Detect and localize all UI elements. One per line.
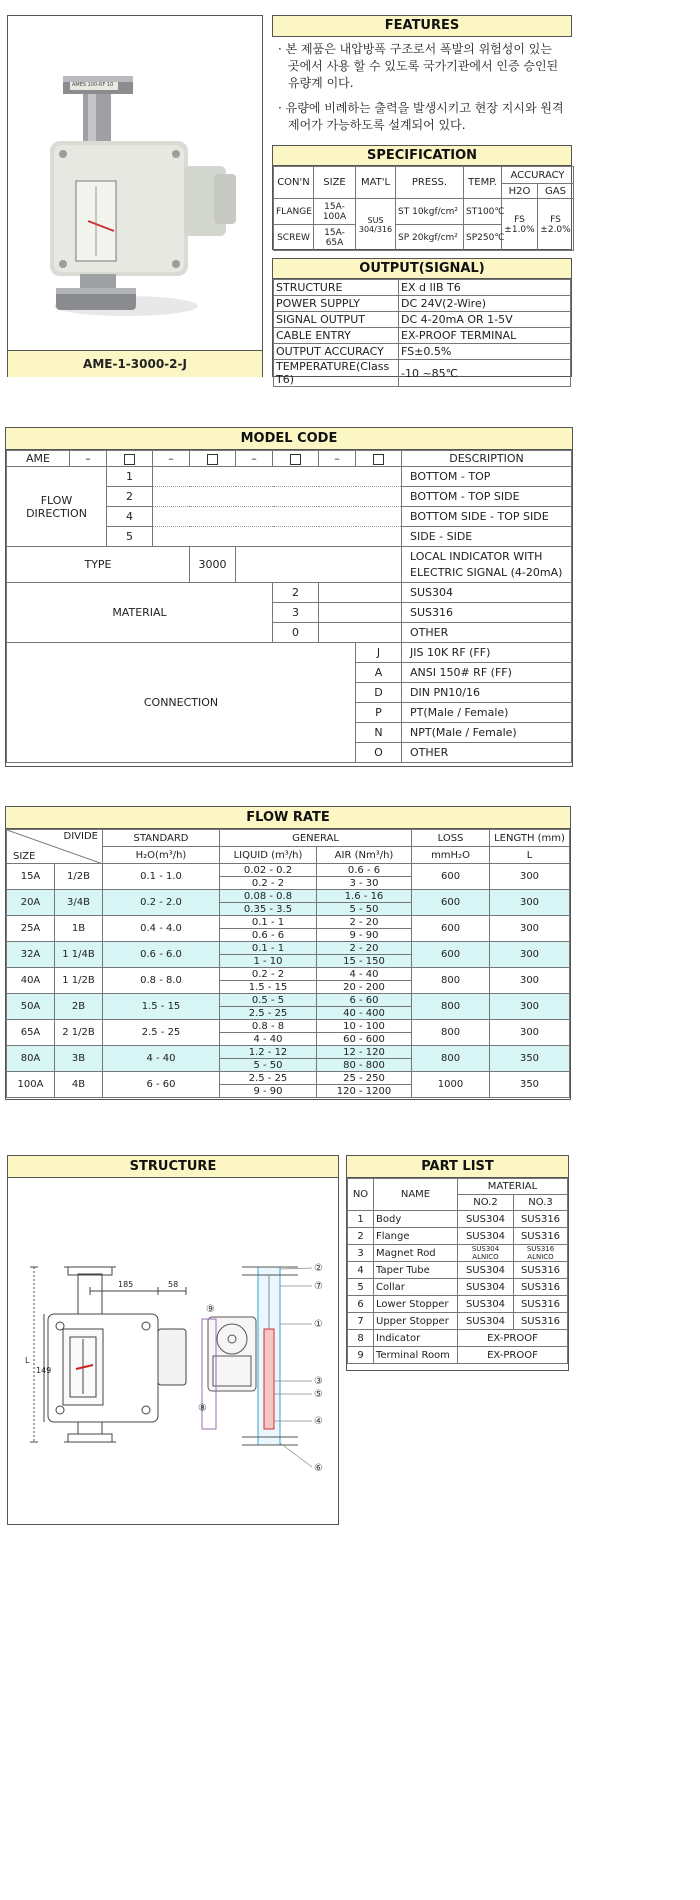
spec-acc-gas [538, 199, 574, 251]
flow-direction-code: 1 [107, 467, 153, 487]
flow-direction-desc: SIDE - SIDE [402, 527, 572, 547]
output-value: DC 4-20mA OR 1-5V [399, 312, 571, 328]
connection-code: O [356, 743, 402, 763]
structure-panel [7, 1155, 339, 1525]
output-row [274, 360, 571, 387]
flow-liquid-high: 1 - 10 [220, 955, 317, 968]
table-row [348, 1296, 568, 1313]
flow-head-divide: DIVIDE [63, 831, 98, 842]
callout-8: ⑧ [198, 1403, 207, 1414]
connection-desc: PT(Male / Female) [402, 703, 572, 723]
output-value: EX-PROOF TERMINAL [399, 328, 571, 344]
flow-loss: 600 [412, 916, 490, 942]
flow-liquid-high: 0.2 - 2 [220, 877, 317, 890]
part-name: Body [374, 1211, 458, 1228]
flow-size-a: 100A [7, 1072, 55, 1098]
connection-code: D [356, 683, 402, 703]
flow-loss: 800 [412, 1046, 490, 1072]
output-value: DC 24V(2-Wire) [399, 296, 571, 312]
flow-size-b: 2 1/2B [55, 1020, 103, 1046]
flow-air-low: 25 - 250 [317, 1072, 412, 1085]
spec-conn: SCREW [274, 225, 314, 251]
type-code: 3000 [190, 547, 236, 583]
output-row [274, 280, 571, 296]
part-material-no3: SUS316 [514, 1262, 568, 1279]
flow-size-b: 4B [55, 1072, 103, 1098]
structure-title: STRUCTURE [8, 1156, 338, 1178]
flow-liquid-high: 0.6 - 6 [220, 929, 317, 942]
material-label: MATERIAL [7, 583, 273, 643]
flow-head-loss: LOSS [412, 830, 490, 847]
flow-standard: 4 - 40 [103, 1046, 220, 1072]
spec-size: 15A-100A [314, 199, 356, 225]
flow-rate-title: FLOW RATE [6, 807, 570, 829]
flow-size-a: 50A [7, 994, 55, 1020]
table-row [7, 994, 570, 1007]
model-head-dash: – [70, 451, 107, 467]
part-material-no3: SUS316 [514, 1313, 568, 1330]
type-label: TYPE [7, 547, 190, 583]
part-name: Collar [374, 1279, 458, 1296]
spec-matl-top: SUS [367, 215, 384, 225]
features-bullets [278, 41, 566, 134]
spec-acc-h2o [502, 199, 538, 251]
connection-desc: OTHER [402, 743, 572, 763]
part-material-line: ALNICO [472, 1253, 499, 1261]
connection-desc: DIN PN10/16 [402, 683, 572, 703]
part-material-no2 [458, 1245, 514, 1262]
spec-temp [464, 199, 505, 225]
part-no: 4 [348, 1262, 374, 1279]
flow-standard: 0.2 - 2.0 [103, 890, 220, 916]
flow-direction-code: 5 [107, 527, 153, 547]
spec-temp [464, 225, 505, 251]
part-name: Taper Tube [374, 1262, 458, 1279]
part-material-no2: SUS304 [458, 1296, 514, 1313]
table-row [348, 1262, 568, 1279]
material-desc: SUS316 [402, 603, 572, 623]
model-head-dash: – [153, 451, 190, 467]
model-head-dash: – [236, 451, 273, 467]
connection-code: J [356, 643, 402, 663]
spec-temp-code: SP [466, 232, 478, 243]
part-head-name: NAME [374, 1179, 458, 1211]
spec-head-temp: TEMP. [464, 167, 502, 199]
table-row [7, 890, 570, 903]
part-list-table [347, 1178, 568, 1364]
part-name: Lower Stopper [374, 1296, 458, 1313]
part-name: Indicator [374, 1330, 458, 1347]
part-no: 2 [348, 1228, 374, 1245]
spec-acc-gas-bottom: ±2.0% [540, 224, 571, 235]
flow-air-high: 3 - 30 [317, 877, 412, 890]
callout-2: ② [314, 1263, 323, 1274]
blank-box-icon [207, 454, 218, 465]
part-material-line: SUS304 [471, 1245, 500, 1253]
output-row [274, 344, 571, 360]
callout-6: ⑥ [314, 1463, 323, 1474]
table-row [348, 1211, 568, 1228]
flow-air-low: 6 - 60 [317, 994, 412, 1007]
part-material-no2: SUS304 [458, 1228, 514, 1245]
model-head-ame: AME [7, 451, 70, 467]
spec-acc-h2o-bottom: ±1.0% [504, 224, 535, 235]
flow-loss: 1000 [412, 1072, 490, 1098]
connection-desc: ANSI 150# RF (FF) [402, 663, 572, 683]
flow-loss: 800 [412, 968, 490, 994]
output-value: EX d IIB T6 [399, 280, 571, 296]
part-head-material: MATERIAL [458, 1179, 568, 1195]
spec-press [396, 199, 464, 225]
part-name: Upper Stopper [374, 1313, 458, 1330]
flow-head-liquid: LIQUID (m³/h) [220, 847, 317, 864]
spec-temp-value: 250℃ [477, 232, 505, 243]
flow-size-b: 1 1/4B [55, 942, 103, 968]
table-row [348, 1347, 568, 1364]
callout-3: ③ [314, 1376, 323, 1387]
table-row [348, 1279, 568, 1296]
spec-acc-gas-top: FS [550, 214, 561, 225]
flow-size-b: 3B [55, 1046, 103, 1072]
spec-press-code: SP [398, 232, 410, 243]
spec-temp-code: ST [466, 206, 478, 217]
part-head-no2: NO.2 [458, 1195, 514, 1211]
flow-air-low: 1.6 - 16 [317, 890, 412, 903]
table-row [348, 1245, 568, 1262]
table-row [7, 864, 570, 877]
connection-code: P [356, 703, 402, 723]
structure-drawing [8, 1179, 338, 1525]
output-panel [272, 258, 572, 386]
type-desc-line: LOCAL INDICATOR WITH [410, 549, 543, 563]
flow-head-air: AIR (Nm³/h) [317, 847, 412, 864]
flow-rate-table [6, 829, 570, 1098]
output-row [274, 328, 571, 344]
material-code: 3 [273, 603, 319, 623]
dim-w2: 58 [168, 1280, 179, 1289]
material-code: 2 [273, 583, 319, 603]
table-row [348, 1313, 568, 1330]
flow-liquid-low: 0.08 - 0.8 [220, 890, 317, 903]
flow-length: 300 [490, 994, 570, 1020]
spec-temp-value: 100℃ [477, 206, 505, 217]
spec-conn: FLANGE [274, 199, 314, 225]
dim-w1: 185 [118, 1280, 134, 1289]
part-material-both: EX-PROOF [458, 1347, 568, 1364]
flow-size-a: 80A [7, 1046, 55, 1072]
flow-liquid-high: 5 - 50 [220, 1059, 317, 1072]
type-desc-line: ELECTRIC SIGNAL (4-20mA) [410, 565, 563, 579]
flow-size-a: 40A [7, 968, 55, 994]
flow-direction-code: 2 [107, 487, 153, 507]
callout-7: ⑦ [314, 1281, 323, 1292]
spec-head-gas: GAS [538, 184, 574, 199]
flow-head-loss-unit: mmH₂O [412, 847, 490, 864]
dim-L: L [25, 1356, 30, 1365]
flow-air-high: 5 - 50 [317, 903, 412, 916]
blank-box-icon [290, 454, 301, 465]
flow-air-low: 4 - 40 [317, 968, 412, 981]
part-material-line: SUS316 [526, 1245, 555, 1253]
flange-plate-text: AMES 100-RF 10 [72, 82, 114, 88]
flow-air-high: 40 - 400 [317, 1007, 412, 1020]
part-list-title: PART LIST [347, 1156, 568, 1178]
part-material-no2: SUS304 [458, 1262, 514, 1279]
part-head-no3: NO.3 [514, 1195, 568, 1211]
part-material-both: EX-PROOF [458, 1330, 568, 1347]
flow-size-a: 15A [7, 864, 55, 890]
flow-length: 300 [490, 864, 570, 890]
flow-size-b: 1/2B [55, 864, 103, 890]
model-head-box [356, 451, 402, 467]
output-key: SIGNAL OUTPUT [274, 312, 399, 328]
specification-title: SPECIFICATION [273, 146, 571, 166]
table-row [7, 1046, 570, 1059]
flow-size-a: 20A [7, 890, 55, 916]
table-row [7, 916, 570, 929]
flow-head-general: GENERAL [220, 830, 412, 847]
flow-head-size: SIZE [13, 851, 36, 862]
flow-length: 300 [490, 1020, 570, 1046]
flow-standard: 0.4 - 4.0 [103, 916, 220, 942]
flow-liquid-low: 0.1 - 1 [220, 942, 317, 955]
callout-1: ① [314, 1319, 323, 1330]
flow-loss: 600 [412, 890, 490, 916]
flow-air-high: 20 - 200 [317, 981, 412, 994]
output-title: OUTPUT(SIGNAL) [273, 259, 571, 279]
material-code: 0 [273, 623, 319, 643]
flow-air-high: 120 - 1200 [317, 1085, 412, 1098]
flow-liquid-low: 0.5 - 5 [220, 994, 317, 1007]
flow-length: 350 [490, 1072, 570, 1098]
flow-direction-desc: BOTTOM - TOP [402, 467, 572, 487]
flow-standard: 0.6 - 6.0 [103, 942, 220, 968]
connection-code: N [356, 723, 402, 743]
table-row [7, 968, 570, 981]
flow-head-standard: STANDARD [103, 830, 220, 847]
spec-head-conn: CON'N [274, 167, 314, 199]
flow-direction-label: FLOW DIRECTION [7, 467, 107, 547]
flow-liquid-high: 2.5 - 25 [220, 1007, 317, 1020]
model-head-dash: – [319, 451, 356, 467]
blank-box-icon [124, 454, 135, 465]
flow-standard: 2.5 - 25 [103, 1020, 220, 1046]
flow-head-std-unit: H₂O(m³/h) [103, 847, 220, 864]
flow-size-a: 25A [7, 916, 55, 942]
flow-direction-desc: BOTTOM - TOP SIDE [402, 487, 572, 507]
spec-head-matl: MAT'L [356, 167, 396, 199]
flow-length: 300 [490, 916, 570, 942]
part-material-no3 [514, 1245, 568, 1262]
flow-air-low: 0.6 - 6 [317, 864, 412, 877]
flow-air-low: 2 - 20 [317, 916, 412, 929]
spec-press [396, 225, 464, 251]
flow-standard: 6 - 60 [103, 1072, 220, 1098]
flow-air-low: 2 - 20 [317, 942, 412, 955]
flow-standard: 0.8 - 8.0 [103, 968, 220, 994]
features-bullet: · 본 제품은 내압방폭 구조로서 폭발의 위험성이 있는 곳에서 사용 할 수 있도록 국가기관에서 인증 승인된 유량계 이다. [278, 42, 559, 90]
flow-standard: 0.1 - 1.0 [103, 864, 220, 890]
flow-loss: 600 [412, 864, 490, 890]
output-key: POWER SUPPLY [274, 296, 399, 312]
blank-box-icon [373, 454, 384, 465]
spec-matl-bottom: 304/316 [358, 224, 393, 234]
flow-liquid-high: 1.5 - 15 [220, 981, 317, 994]
output-row [274, 296, 571, 312]
flow-size-a: 65A [7, 1020, 55, 1046]
connection-desc: JIS 10K RF (FF) [402, 643, 572, 663]
flow-loss: 800 [412, 1020, 490, 1046]
flow-size-b: 3/4B [55, 890, 103, 916]
callout-4: ④ [314, 1416, 323, 1427]
flow-length: 300 [490, 942, 570, 968]
product-caption-text: AME-1-3000-2-J [83, 357, 187, 371]
part-no: 3 [348, 1245, 374, 1262]
flow-length: 350 [490, 1046, 570, 1072]
flow-liquid-low: 0.2 - 2 [220, 968, 317, 981]
part-material-no2: SUS304 [458, 1279, 514, 1296]
flow-size-a: 32A [7, 942, 55, 968]
model-code-title: MODEL CODE [6, 428, 572, 450]
flow-rate-panel [5, 806, 571, 1100]
flow-size-b: 1 1/2B [55, 968, 103, 994]
material-desc: SUS304 [402, 583, 572, 603]
output-key: CABLE ENTRY [274, 328, 399, 344]
flow-liquid-low: 0.8 - 8 [220, 1020, 317, 1033]
flow-air-high: 9 - 90 [317, 929, 412, 942]
callout-5: ⑤ [314, 1389, 323, 1400]
part-name: Flange [374, 1228, 458, 1245]
output-row [274, 312, 571, 328]
flow-air-high: 80 - 800 [317, 1059, 412, 1072]
spec-head-accuracy: ACCURACY [502, 167, 574, 184]
spec-press-code: ST [398, 206, 410, 217]
connection-desc: NPT(Male / Female) [402, 723, 572, 743]
table-row [348, 1228, 568, 1245]
output-key: STRUCTURE [274, 280, 399, 296]
table-row [348, 1330, 568, 1347]
part-material-no2: SUS304 [458, 1211, 514, 1228]
dim-h1: 149 [36, 1366, 52, 1375]
model-head-description: DESCRIPTION [402, 451, 572, 467]
flow-air-high: 15 - 150 [317, 955, 412, 968]
part-material-line: ALNICO [527, 1253, 554, 1261]
part-list-panel [346, 1155, 569, 1371]
model-head-box [107, 451, 153, 467]
output-key: TEMPERATURE(Class T6) [274, 360, 399, 387]
flow-liquid-high: 9 - 90 [220, 1085, 317, 1098]
flow-direction-code: 4 [107, 507, 153, 527]
spec-head-press: PRESS. [396, 167, 464, 199]
output-value: FS±0.5% [399, 344, 571, 360]
part-name: Magnet Rod [374, 1245, 458, 1262]
table-row [7, 1020, 570, 1033]
product-caption [8, 350, 262, 377]
flow-liquid-low: 0.02 - 0.2 [220, 864, 317, 877]
features-title: FEATURES [272, 15, 572, 37]
flow-liquid-low: 1.2 - 12 [220, 1046, 317, 1059]
part-no: 9 [348, 1347, 374, 1364]
spec-size: 15A-65A [314, 225, 356, 251]
part-no: 6 [348, 1296, 374, 1313]
spec-press-value: 10kgf/cm² [412, 206, 458, 217]
flow-liquid-high: 0.35 - 3.5 [220, 903, 317, 916]
flow-head-divide-cell [7, 830, 103, 864]
flow-liquid-low: 0.1 - 1 [220, 916, 317, 929]
flow-liquid-low: 2.5 - 25 [220, 1072, 317, 1085]
model-head-box [273, 451, 319, 467]
spec-head-size: SIZE [314, 167, 356, 199]
output-value: -10 ~85℃ [399, 360, 571, 387]
part-no: 5 [348, 1279, 374, 1296]
spec-acc-h2o-top: FS [514, 214, 525, 225]
type-desc [402, 547, 572, 583]
flow-liquid-high: 4 - 40 [220, 1033, 317, 1046]
table-row [7, 942, 570, 955]
part-no: 7 [348, 1313, 374, 1330]
connection-label: CONNECTION [7, 643, 356, 763]
spec-press-value: 20kgf/cm² [412, 232, 458, 243]
output-table [273, 279, 571, 387]
part-head-no: NO [348, 1179, 374, 1211]
part-name: Terminal Room [374, 1347, 458, 1364]
flow-loss: 800 [412, 994, 490, 1020]
part-material-no3: SUS316 [514, 1296, 568, 1313]
specification-panel [272, 145, 572, 250]
model-code-panel [5, 427, 573, 767]
flow-air-high: 60 - 600 [317, 1033, 412, 1046]
part-material-no3: SUS316 [514, 1211, 568, 1228]
spec-matl [356, 199, 396, 251]
features-panel [272, 15, 572, 135]
model-head-box [190, 451, 236, 467]
flow-head-len-unit: L [490, 847, 570, 864]
material-desc: OTHER [402, 623, 572, 643]
flow-size-b: 1B [55, 916, 103, 942]
flow-direction-desc: BOTTOM SIDE - TOP SIDE [402, 507, 572, 527]
connection-code: A [356, 663, 402, 683]
part-material-no2: SUS304 [458, 1313, 514, 1330]
flow-length: 300 [490, 968, 570, 994]
product-photo-panel [7, 15, 263, 377]
features-bullet: · 유량에 비례하는 출력을 발생시키고 현장 지시와 원격 제어가 가능하도록 설계되어 있다. [278, 101, 564, 132]
flow-air-low: 10 - 100 [317, 1020, 412, 1033]
callout-9: ⑨ [206, 1304, 215, 1315]
spec-head-h2o: H2O [502, 184, 538, 199]
flow-length: 300 [490, 890, 570, 916]
flow-loss: 600 [412, 942, 490, 968]
flowmeter-photo [8, 16, 262, 350]
part-no: 8 [348, 1330, 374, 1347]
table-row [7, 1072, 570, 1085]
part-material-no3: SUS316 [514, 1228, 568, 1245]
flow-air-low: 12 - 120 [317, 1046, 412, 1059]
output-key: OUTPUT ACCURACY [274, 344, 399, 360]
flow-head-length: LENGTH (mm) [490, 830, 570, 847]
part-no: 1 [348, 1211, 374, 1228]
part-material-no3: SUS316 [514, 1279, 568, 1296]
flow-standard: 1.5 - 15 [103, 994, 220, 1020]
flow-size-b: 2B [55, 994, 103, 1020]
